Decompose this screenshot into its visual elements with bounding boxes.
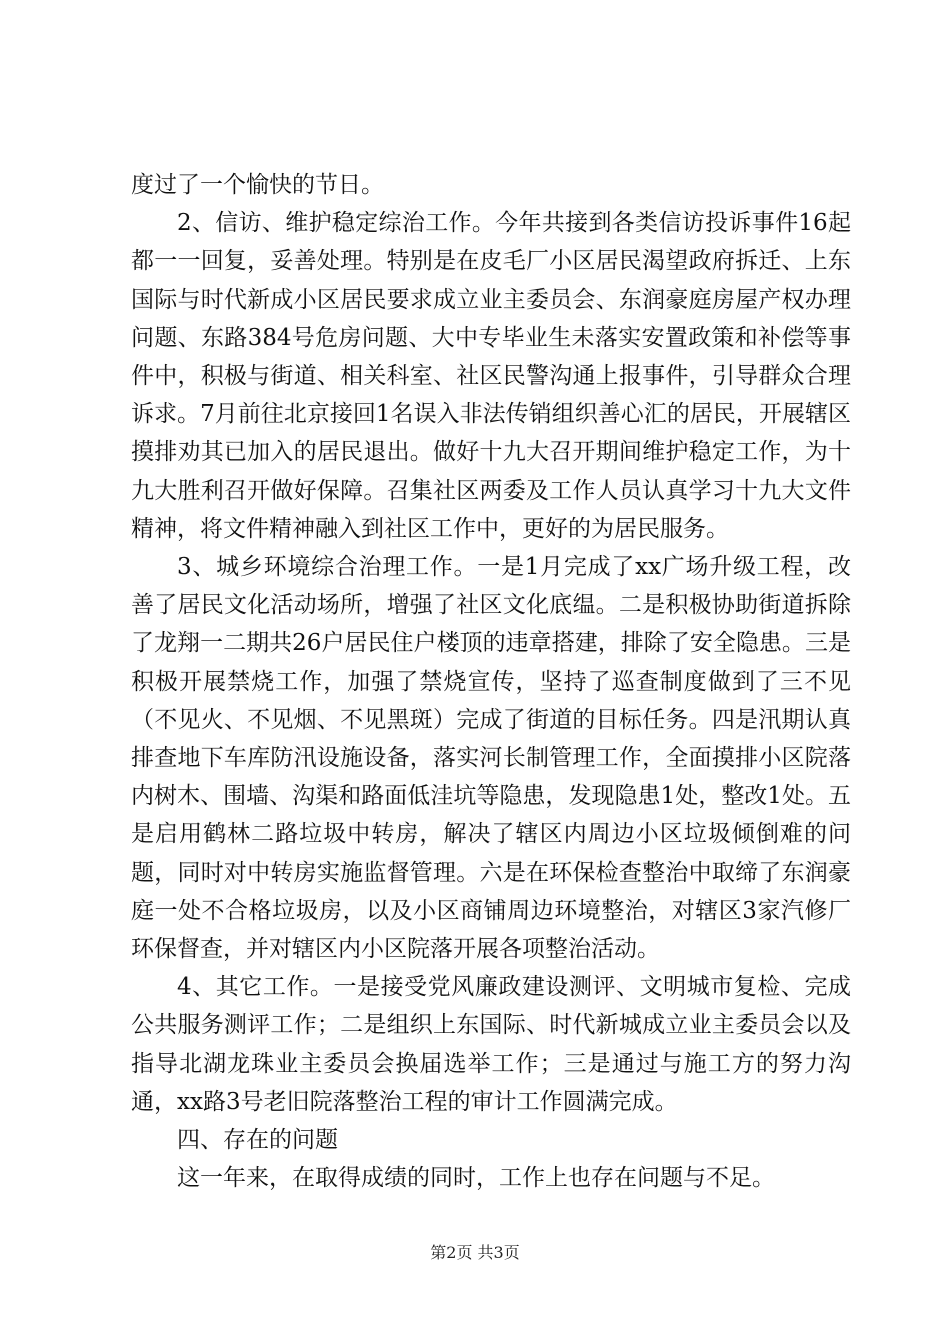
paragraph-environment-governance: 3、城乡环境综合治理工作。一是1月完成了xx广场升级工程，改善了居民文化活动场所，增强了社区文化底缊。二是积极协助街道拆除了龙翔一二期共26户居民住户楼顶的违章搭建，排除了安全隐患。三是积极开展禁烧工作，加强了禁烧宣传，坚持了巡查制度做到了三不见（不见火、不见烟、不见黑斑）完成了街道的目标任务。四是汛期认真排查地下车库防汛设施设备，落实河长制管理工作，全面摸排小区院落内树木、围墙、沟渠和路面低洼坑等隐患，发现隐患1处，整改1处。五是启用鹤林二路垃圾中转房，解决了辖区内周边小区垃圾倾倒难的问题，同时对中转房实施监督管理。六是在环保检查整治中取缔了东润豪庭一处不合格垃圾房，以及小区商铺周边环境整治，对辖区3家汽修厂环保督查，并对辖区内小区院落开展各项整治活动。	[131, 554, 851, 963]
paragraph-problems-intro: 这一年来，在取得成绩的同时，工作上也存在问题与不足。	[177, 1165, 775, 1192]
page-footer	[0, 1243, 950, 1263]
paragraph-continuation: 度过了一个愉快的节日。	[131, 172, 384, 198]
paragraph-other-work: 4、其它工作。一是接受党风廉政建设测评、文明城市复检、完成公共服务测评工作；二是组织上东国际、时代新城成立业主委员会以及指导北湖龙珠业主委员会换届选举工作；三是通过与施工方的努力沟通，xx路3号老旧院落整治工程的审计工作圆满完成。	[131, 974, 851, 1115]
document-body	[131, 166, 851, 1197]
paragraph-petition-stability: 2、信访、维护稳定综治工作。今年共接到各类信访投诉事件16起都一一回复，妥善处理。特别是在皮毛厂小区居民渴望政府拆迁、上东国际与时代新成小区居民要求成立业主委员会、东润豪庭房屋产权办理问题、东路384号危房问题、大中专毕业生未落实安置政策和补偿等事件中，积极与街道、相关科室、社区民警沟通上报事件，引导群众合理诉求。7月前往北京接回1名误入非法传销组织善心汇的居民，开展辖区摸排劝其已加入的居民退出。做好十九大召开期间维护稳定工作，为十九大胜利召开做好保障。召集社区两委及工作人员认真学习十九大文件精神，将文件精神融入到社区工作中，更好的为居民服务。	[131, 210, 851, 542]
section-heading-problems: 四、存在的问题	[177, 1127, 338, 1154]
page-number-label: 第2页 共3页	[430, 1243, 520, 1262]
